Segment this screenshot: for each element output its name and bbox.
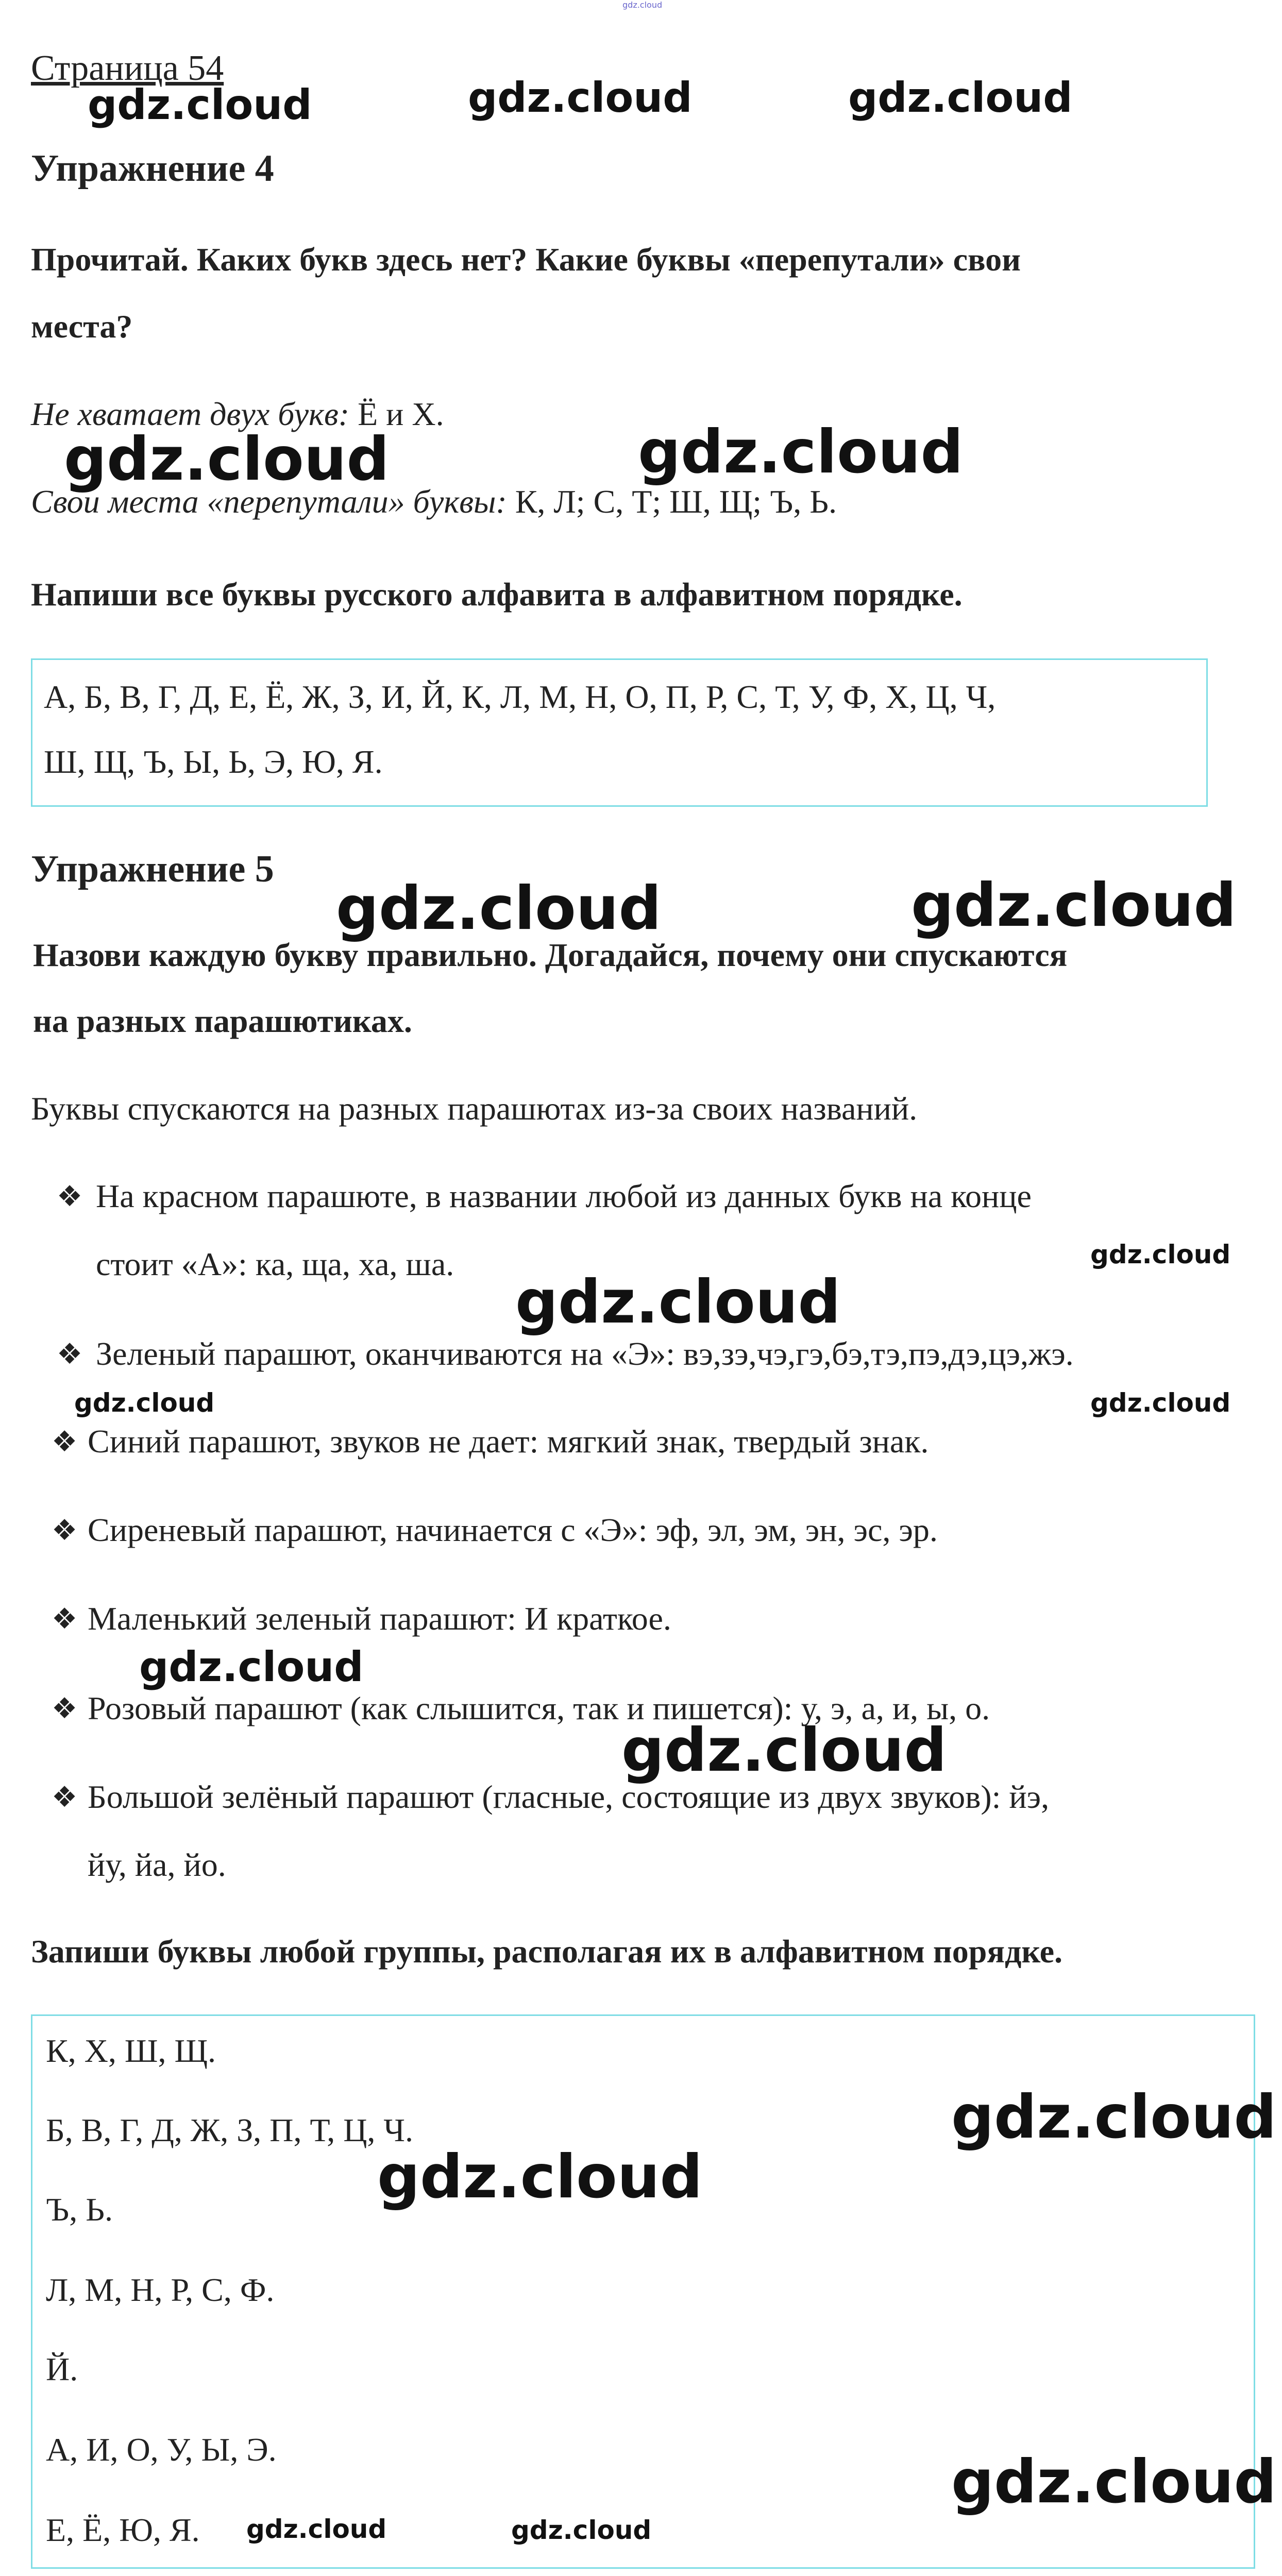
list-item: Розовый парашют (как слышится, так и пишется): у, э, а, и, ы, о. bbox=[88, 1690, 990, 1726]
group-line: Л, М, Н, Р, С, Ф. bbox=[46, 2272, 275, 2308]
group-line: Б, В, Г, Д, Ж, З, П, Т, Ц, Ч. bbox=[46, 2112, 413, 2148]
watermark: gdz.cloud bbox=[1090, 1388, 1231, 1418]
watermark: gdz.cloud bbox=[911, 871, 1237, 940]
exercise-4-question-1-line-1: Прочитай. Каких букв здесь нет? Какие буквы «перепутали» свои bbox=[31, 241, 1021, 278]
bullet-icon: ❖ bbox=[52, 1692, 78, 1725]
bullet-icon: ❖ bbox=[57, 1180, 83, 1213]
alphabet-answer-box bbox=[31, 658, 1208, 807]
exercise-5-intro: Буквы спускаются на разных парашютах из-за своих названий. bbox=[31, 1090, 918, 1127]
exercise-4-question-2: Напиши все буквы русского алфавита в алфавитном порядке. bbox=[31, 576, 963, 613]
group-line: А, И, О, У, Ы, Э. bbox=[46, 2431, 277, 2468]
watermark: gdz.cloud bbox=[377, 2142, 703, 2212]
alphabet-line-1: А, Б, В, Г, Д, Е, Ё, Ж, З, И, Й, К, Л, М, Н, О, П, Р, С, Т, У, Ф, Х, Ц, Ч, bbox=[44, 679, 996, 715]
alphabet-line-2: Ш, Щ, Ъ, Ы, Ь, Э, Ю, Я. bbox=[44, 743, 383, 780]
bullet-icon: ❖ bbox=[52, 1781, 78, 1814]
page-label: Страница 54 bbox=[31, 48, 224, 88]
watermark: gdz.cloud bbox=[74, 1388, 215, 1418]
bullet-icon: ❖ bbox=[52, 1514, 78, 1547]
watermark: gdz.cloud bbox=[951, 2082, 1277, 2152]
bullet-icon: ❖ bbox=[57, 1337, 83, 1371]
watermark: gdz.cloud bbox=[88, 81, 312, 129]
answer-2-value: К, Л; С, Т; Ш, Щ; Ъ, Ь. bbox=[507, 483, 837, 520]
exercise-4-question-1-line-2: места? bbox=[31, 308, 133, 345]
watermark: gdz.cloud bbox=[848, 74, 1073, 122]
answer-1-value: Ё и Х. bbox=[349, 396, 444, 432]
list-item: Зеленый парашют, оканчиваются на «Э»: вэ,зэ,чэ,гэ,бэ,тэ,пэ,дэ,цэ,жэ. bbox=[96, 1335, 1074, 1372]
watermark: gdz.cloud bbox=[511, 2515, 652, 2545]
answer-1-label: Не хватает двух букв: bbox=[31, 396, 350, 432]
watermark: gdz.cloud bbox=[515, 1267, 841, 1337]
group-line: Ъ, Ь. bbox=[46, 2191, 113, 2228]
list-item-continuation: стоит «А»: ка, ща, ха, ша. bbox=[96, 1246, 454, 1282]
exercise-5-question-2: Запиши буквы любой группы, располагая их в алфавитном порядке. bbox=[31, 1933, 1063, 1970]
watermark: gdz.cloud bbox=[139, 1643, 364, 1691]
exercise-4-title: Упражнение 4 bbox=[31, 147, 274, 190]
bullet-icon: ❖ bbox=[52, 1602, 78, 1636]
watermark: gdz.cloud bbox=[468, 74, 693, 122]
exercise-5-question-1-line-1: Назови каждую букву правильно. Догадайся, почему они спускаются bbox=[33, 937, 1068, 973]
bullet-icon: ❖ bbox=[52, 1425, 78, 1459]
list-item: Сиреневый парашют, начинается с «Э»: эф, эл, эм, эн, эс, эр. bbox=[88, 1512, 938, 1548]
watermark: gdz.cloud bbox=[64, 425, 390, 494]
group-line: К, Х, Ш, Щ. bbox=[46, 2032, 216, 2069]
list-item: Большой зелёный парашют (гласные, состоящие из двух звуков): йэ, bbox=[88, 1778, 1050, 1815]
exercise-5-title: Упражнение 5 bbox=[31, 848, 274, 890]
list-item-continuation: йу, йа, йо. bbox=[88, 1846, 226, 1883]
list-item: На красном парашюте, в названии любой из данных букв на конце bbox=[96, 1178, 1032, 1214]
watermark: gdz.cloud bbox=[336, 874, 662, 943]
exercise-5-question-1-line-2: на разных парашютиках. bbox=[33, 1003, 412, 1039]
group-line: Й. bbox=[46, 2351, 78, 2387]
list-item: Маленький зеленый парашют: И краткое. bbox=[88, 1600, 671, 1637]
list-item: Синий парашют, звуков не дает: мягкий знак, твердый знак. bbox=[88, 1423, 929, 1460]
watermark-tiny: gdz.cloud bbox=[622, 0, 663, 10]
answer-2-label: Свои места «перепутали» буквы: bbox=[31, 483, 507, 520]
group-line: Е, Ё, Ю, Я. bbox=[46, 2512, 200, 2548]
watermark: gdz.cloud bbox=[621, 1716, 947, 1785]
watermark: gdz.cloud bbox=[951, 2447, 1277, 2517]
watermark: gdz.cloud bbox=[1090, 1240, 1231, 1269]
watermark: gdz.cloud bbox=[638, 417, 964, 487]
watermark: gdz.cloud bbox=[246, 2514, 387, 2544]
